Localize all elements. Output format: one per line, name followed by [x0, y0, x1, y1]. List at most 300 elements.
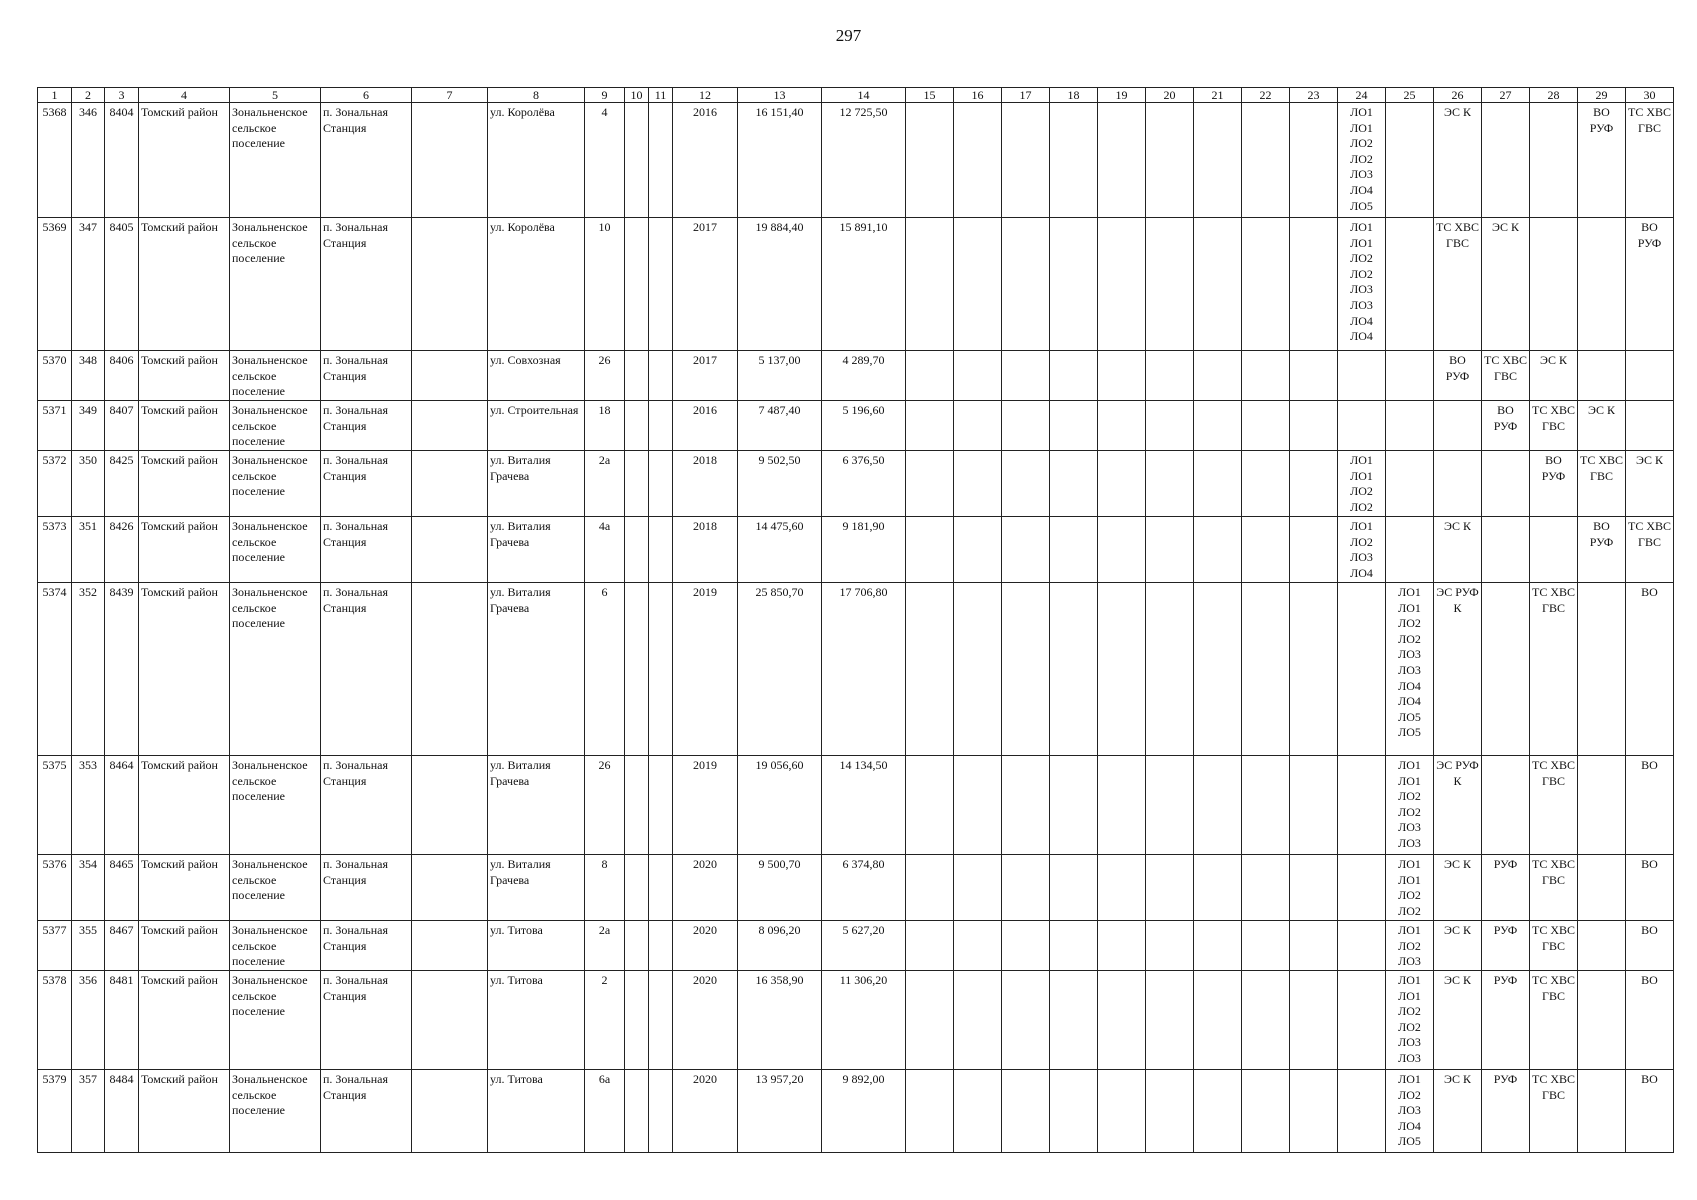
column-header-22: 22: [1242, 88, 1290, 103]
column-header-24: 24: [1338, 88, 1386, 103]
column-header-19: 19: [1098, 88, 1146, 103]
cell-col-29: [1578, 583, 1626, 756]
cell-col-21: [1194, 517, 1242, 583]
cell-col-1: 5374: [38, 583, 72, 756]
table-row: [38, 218, 1674, 351]
cell-col-4: Томский район: [139, 218, 230, 351]
column-header-17: 17: [1002, 88, 1050, 103]
cell-col-12: 2019: [673, 756, 738, 855]
cell-col-13: 16 151,40: [738, 103, 822, 218]
cell-col-14: 17 706,80: [822, 583, 906, 756]
cell-col-30: ВО: [1626, 756, 1674, 855]
page-number: 297: [835, 26, 862, 45]
cell-col-1: 5372: [38, 451, 72, 517]
cell-col-26: ЭС К: [1434, 971, 1482, 1070]
cell-col-27: РУФ: [1482, 855, 1530, 921]
cell-col-9: 2а: [585, 921, 625, 971]
cell-col-29: ТС ХВС ГВС: [1578, 451, 1626, 517]
cell-col-28: [1530, 218, 1578, 351]
cell-col-3: 8406: [105, 351, 139, 401]
column-header-14: 14: [822, 88, 906, 103]
cell-col-29: ВО РУФ: [1578, 517, 1626, 583]
table-row: [38, 756, 1674, 855]
cell-col-19: [1098, 351, 1146, 401]
table-row: [38, 103, 1674, 218]
column-header-10: 10: [625, 88, 649, 103]
cell-col-14: 5 627,20: [822, 921, 906, 971]
cell-col-1: 5375: [38, 756, 72, 855]
table-row: [38, 351, 1674, 401]
cell-col-7: [412, 756, 488, 855]
cell-col-15: [906, 971, 954, 1070]
cell-col-19: [1098, 401, 1146, 451]
cell-col-3: 8467: [105, 921, 139, 971]
cell-col-2: 354: [72, 855, 105, 921]
cell-col-28: ТС ХВС ГВС: [1530, 583, 1578, 756]
cell-col-19: [1098, 1070, 1146, 1153]
cell-col-14: 15 891,10: [822, 218, 906, 351]
cell-col-19: [1098, 756, 1146, 855]
cell-col-25: ЛО1 ЛО1 ЛО2 ЛО2 ЛО3 ЛО3 ЛО4 ЛО4 ЛО5 ЛО5: [1386, 583, 1434, 756]
cell-col-18: [1050, 401, 1098, 451]
cell-col-26: ЭС РУФ К: [1434, 583, 1482, 756]
cell-col-3: 8404: [105, 103, 139, 218]
table-row: [38, 451, 1674, 517]
cell-col-26: ЭС К: [1434, 103, 1482, 218]
table-row: [38, 1070, 1674, 1153]
cell-col-4: Томский район: [139, 451, 230, 517]
cell-col-26: [1434, 401, 1482, 451]
cell-col-24: [1338, 855, 1386, 921]
cell-col-13: 7 487,40: [738, 401, 822, 451]
cell-col-19: [1098, 921, 1146, 971]
cell-col-7: [412, 517, 488, 583]
cell-col-24: ЛО1 ЛО1 ЛО2 ЛО2 ЛО3 ЛО3 ЛО4 ЛО4: [1338, 218, 1386, 351]
cell-col-25: [1386, 218, 1434, 351]
cell-col-22: [1242, 971, 1290, 1070]
cell-col-28: ТС ХВС ГВС: [1530, 401, 1578, 451]
cell-col-8: ул. Виталия Грачева: [488, 451, 585, 517]
cell-col-11: [649, 583, 673, 756]
cell-col-18: [1050, 517, 1098, 583]
column-header-30: 30: [1626, 88, 1674, 103]
cell-col-27: ВО РУФ: [1482, 401, 1530, 451]
cell-col-2: 346: [72, 103, 105, 218]
cell-col-29: ВО РУФ: [1578, 103, 1626, 218]
cell-col-10: [625, 855, 649, 921]
cell-col-25: ЛО1 ЛО1 ЛО2 ЛО2 ЛО3 ЛО3: [1386, 756, 1434, 855]
cell-col-25: [1386, 351, 1434, 401]
cell-col-5: Зональненское сельское поселение: [230, 855, 321, 921]
cell-col-12: 2020: [673, 1070, 738, 1153]
cell-col-12: 2016: [673, 401, 738, 451]
cell-col-26: ЭС К: [1434, 517, 1482, 583]
cell-col-2: 356: [72, 971, 105, 1070]
cell-col-28: ТС ХВС ГВС: [1530, 1070, 1578, 1153]
cell-col-9: 18: [585, 401, 625, 451]
cell-col-17: [1002, 103, 1050, 218]
cell-col-28: [1530, 103, 1578, 218]
cell-col-23: [1290, 351, 1338, 401]
cell-col-19: [1098, 218, 1146, 351]
cell-col-15: [906, 401, 954, 451]
cell-col-30: ЭС К: [1626, 451, 1674, 517]
cell-col-5: Зональненское сельское поселение: [230, 756, 321, 855]
cell-col-12: 2019: [673, 583, 738, 756]
cell-col-6: п. Зональная Станция: [321, 517, 412, 583]
cell-col-11: [649, 103, 673, 218]
cell-col-2: 348: [72, 351, 105, 401]
cell-col-10: [625, 517, 649, 583]
cell-col-14: 12 725,50: [822, 103, 906, 218]
cell-col-20: [1146, 1070, 1194, 1153]
cell-col-22: [1242, 218, 1290, 351]
cell-col-1: 5379: [38, 1070, 72, 1153]
column-header-26: 26: [1434, 88, 1482, 103]
cell-col-11: [649, 921, 673, 971]
cell-col-13: 13 957,20: [738, 1070, 822, 1153]
cell-col-7: [412, 351, 488, 401]
column-header-15: 15: [906, 88, 954, 103]
cell-col-9: 10: [585, 218, 625, 351]
cell-col-28: ТС ХВС ГВС: [1530, 756, 1578, 855]
cell-col-9: 6а: [585, 1070, 625, 1153]
cell-col-3: 8465: [105, 855, 139, 921]
cell-col-15: [906, 921, 954, 971]
cell-col-23: [1290, 756, 1338, 855]
cell-col-11: [649, 517, 673, 583]
cell-col-7: [412, 1070, 488, 1153]
cell-col-7: [412, 218, 488, 351]
cell-col-3: 8484: [105, 1070, 139, 1153]
cell-col-29: [1578, 921, 1626, 971]
cell-col-8: ул. Виталия Грачева: [488, 756, 585, 855]
cell-col-23: [1290, 1070, 1338, 1153]
cell-col-28: ТС ХВС ГВС: [1530, 921, 1578, 971]
cell-col-1: 5371: [38, 401, 72, 451]
cell-col-17: [1002, 971, 1050, 1070]
cell-col-11: [649, 756, 673, 855]
cell-col-21: [1194, 855, 1242, 921]
cell-col-24: ЛО1 ЛО1 ЛО2 ЛО2 ЛО3 ЛО4 ЛО5: [1338, 103, 1386, 218]
cell-col-20: [1146, 921, 1194, 971]
cell-col-3: 8425: [105, 451, 139, 517]
cell-col-1: 5369: [38, 218, 72, 351]
cell-col-6: п. Зональная Станция: [321, 103, 412, 218]
cell-col-14: 4 289,70: [822, 351, 906, 401]
cell-col-5: Зональненское сельское поселение: [230, 103, 321, 218]
cell-col-19: [1098, 451, 1146, 517]
cell-col-8: ул. Королёва: [488, 103, 585, 218]
cell-col-9: 26: [585, 756, 625, 855]
cell-col-14: 9 181,90: [822, 517, 906, 583]
cell-col-17: [1002, 451, 1050, 517]
cell-col-22: [1242, 103, 1290, 218]
cell-col-25: [1386, 103, 1434, 218]
cell-col-19: [1098, 517, 1146, 583]
cell-col-6: п. Зональная Станция: [321, 451, 412, 517]
cell-col-15: [906, 756, 954, 855]
cell-col-16: [954, 756, 1002, 855]
cell-col-9: 4: [585, 103, 625, 218]
cell-col-23: [1290, 451, 1338, 517]
cell-col-5: Зональненское сельское поселение: [230, 1070, 321, 1153]
cell-col-6: п. Зональная Станция: [321, 401, 412, 451]
cell-col-5: Зональненское сельское поселение: [230, 517, 321, 583]
cell-col-10: [625, 401, 649, 451]
cell-col-10: [625, 756, 649, 855]
cell-col-9: 6: [585, 583, 625, 756]
cell-col-23: [1290, 517, 1338, 583]
cell-col-24: [1338, 583, 1386, 756]
cell-col-15: [906, 855, 954, 921]
cell-col-18: [1050, 351, 1098, 401]
cell-col-30: [1626, 351, 1674, 401]
cell-col-29: [1578, 351, 1626, 401]
cell-col-22: [1242, 401, 1290, 451]
cell-col-12: 2018: [673, 451, 738, 517]
cell-col-11: [649, 855, 673, 921]
table-row: [38, 583, 1674, 756]
column-header-20: 20: [1146, 88, 1194, 103]
cell-col-15: [906, 351, 954, 401]
cell-col-6: п. Зональная Станция: [321, 351, 412, 401]
cell-col-2: 353: [72, 756, 105, 855]
cell-col-8: ул. Совхозная: [488, 351, 585, 401]
cell-col-5: Зональненское сельское поселение: [230, 583, 321, 756]
cell-col-16: [954, 103, 1002, 218]
cell-col-22: [1242, 583, 1290, 756]
cell-col-21: [1194, 1070, 1242, 1153]
cell-col-4: Томский район: [139, 517, 230, 583]
cell-col-26: ЭС К: [1434, 921, 1482, 971]
table-row: [38, 401, 1674, 451]
cell-col-8: ул. Строительная: [488, 401, 585, 451]
column-header-4: 4: [139, 88, 230, 103]
cell-col-13: 9 502,50: [738, 451, 822, 517]
cell-col-24: [1338, 971, 1386, 1070]
cell-col-13: 8 096,20: [738, 921, 822, 971]
cell-col-7: [412, 401, 488, 451]
cell-col-26: ЭС К: [1434, 1070, 1482, 1153]
cell-col-7: [412, 921, 488, 971]
cell-col-18: [1050, 921, 1098, 971]
cell-col-29: [1578, 1070, 1626, 1153]
column-header-16: 16: [954, 88, 1002, 103]
cell-col-3: 8481: [105, 971, 139, 1070]
cell-col-20: [1146, 855, 1194, 921]
cell-col-6: п. Зональная Станция: [321, 1070, 412, 1153]
cell-col-5: Зональненское сельское поселение: [230, 451, 321, 517]
cell-col-9: 2: [585, 971, 625, 1070]
cell-col-1: 5377: [38, 921, 72, 971]
cell-col-8: ул. Титова: [488, 971, 585, 1070]
cell-col-16: [954, 517, 1002, 583]
cell-col-24: ЛО1 ЛО1 ЛО2 ЛО2: [1338, 451, 1386, 517]
cell-col-10: [625, 1070, 649, 1153]
cell-col-3: 8426: [105, 517, 139, 583]
cell-col-19: [1098, 971, 1146, 1070]
cell-col-29: ЭС К: [1578, 401, 1626, 451]
cell-col-23: [1290, 971, 1338, 1070]
cell-col-30: ВО: [1626, 971, 1674, 1070]
cell-col-4: Томский район: [139, 401, 230, 451]
column-header-2: 2: [72, 88, 105, 103]
cell-col-10: [625, 218, 649, 351]
cell-col-20: [1146, 756, 1194, 855]
cell-col-9: 26: [585, 351, 625, 401]
cell-col-9: 8: [585, 855, 625, 921]
cell-col-9: 2а: [585, 451, 625, 517]
column-header-7: 7: [412, 88, 488, 103]
cell-col-1: 5378: [38, 971, 72, 1070]
cell-col-11: [649, 218, 673, 351]
cell-col-4: Томский район: [139, 921, 230, 971]
cell-col-13: 19 884,40: [738, 218, 822, 351]
cell-col-13: 16 358,90: [738, 971, 822, 1070]
cell-col-4: Томский район: [139, 103, 230, 218]
column-header-3: 3: [105, 88, 139, 103]
cell-col-21: [1194, 756, 1242, 855]
cell-col-18: [1050, 451, 1098, 517]
cell-col-27: [1482, 583, 1530, 756]
cell-col-22: [1242, 517, 1290, 583]
cell-col-30: ВО: [1626, 921, 1674, 971]
cell-col-12: 2020: [673, 921, 738, 971]
cell-col-13: 19 056,60: [738, 756, 822, 855]
column-header-25: 25: [1386, 88, 1434, 103]
cell-col-12: 2017: [673, 218, 738, 351]
cell-col-14: 5 196,60: [822, 401, 906, 451]
cell-col-25: [1386, 401, 1434, 451]
cell-col-5: Зональненское сельское поселение: [230, 401, 321, 451]
cell-col-6: п. Зональная Станция: [321, 921, 412, 971]
cell-col-7: [412, 855, 488, 921]
cell-col-10: [625, 103, 649, 218]
column-header-18: 18: [1050, 88, 1098, 103]
cell-col-27: ТС ХВС ГВС: [1482, 351, 1530, 401]
table-row: [38, 921, 1674, 971]
cell-col-22: [1242, 921, 1290, 971]
cell-col-10: [625, 583, 649, 756]
cell-col-30: ВО: [1626, 1070, 1674, 1153]
column-header-11: 11: [649, 88, 673, 103]
cell-col-28: ЭС К: [1530, 351, 1578, 401]
cell-col-18: [1050, 1070, 1098, 1153]
cell-col-15: [906, 103, 954, 218]
cell-col-24: [1338, 756, 1386, 855]
cell-col-23: [1290, 103, 1338, 218]
cell-col-16: [954, 971, 1002, 1070]
cell-col-21: [1194, 971, 1242, 1070]
cell-col-20: [1146, 451, 1194, 517]
column-header-28: 28: [1530, 88, 1578, 103]
cell-col-5: Зональненское сельское поселение: [230, 218, 321, 351]
cell-col-2: 352: [72, 583, 105, 756]
housing-register-table: [37, 87, 1674, 1153]
cell-col-2: 357: [72, 1070, 105, 1153]
cell-col-15: [906, 517, 954, 583]
cell-col-4: Томский район: [139, 971, 230, 1070]
column-header-29: 29: [1578, 88, 1626, 103]
cell-col-14: 6 374,80: [822, 855, 906, 921]
cell-col-27: ЭС К: [1482, 218, 1530, 351]
cell-col-11: [649, 451, 673, 517]
cell-col-25: ЛО1 ЛО1 ЛО2 ЛО2: [1386, 855, 1434, 921]
cell-col-22: [1242, 756, 1290, 855]
cell-col-15: [906, 218, 954, 351]
cell-col-3: 8464: [105, 756, 139, 855]
cell-col-6: п. Зональная Станция: [321, 971, 412, 1070]
cell-col-18: [1050, 103, 1098, 218]
cell-col-11: [649, 1070, 673, 1153]
cell-col-30: ТС ХВС ГВС: [1626, 517, 1674, 583]
cell-col-18: [1050, 756, 1098, 855]
cell-col-25: ЛО1 ЛО2 ЛО3 ЛО4 ЛО5: [1386, 1070, 1434, 1153]
cell-col-27: [1482, 756, 1530, 855]
cell-col-19: [1098, 583, 1146, 756]
cell-col-14: 14 134,50: [822, 756, 906, 855]
cell-col-1: 5376: [38, 855, 72, 921]
cell-col-6: п. Зональная Станция: [321, 218, 412, 351]
column-header-6: 6: [321, 88, 412, 103]
cell-col-8: ул. Титова: [488, 921, 585, 971]
cell-col-27: РУФ: [1482, 921, 1530, 971]
cell-col-26: ВО РУФ: [1434, 351, 1482, 401]
column-header-13: 13: [738, 88, 822, 103]
cell-col-6: п. Зональная Станция: [321, 583, 412, 756]
cell-col-12: 2020: [673, 971, 738, 1070]
cell-col-21: [1194, 401, 1242, 451]
cell-col-21: [1194, 921, 1242, 971]
cell-col-1: 5368: [38, 103, 72, 218]
cell-col-21: [1194, 583, 1242, 756]
cell-col-7: [412, 451, 488, 517]
cell-col-13: 25 850,70: [738, 583, 822, 756]
cell-col-24: [1338, 401, 1386, 451]
cell-col-9: 4а: [585, 517, 625, 583]
cell-col-14: 11 306,20: [822, 971, 906, 1070]
cell-col-2: 351: [72, 517, 105, 583]
cell-col-2: 347: [72, 218, 105, 351]
cell-col-6: п. Зональная Станция: [321, 855, 412, 921]
cell-col-5: Зональненское сельское поселение: [230, 921, 321, 971]
cell-col-3: 8405: [105, 218, 139, 351]
cell-col-4: Томский район: [139, 583, 230, 756]
cell-col-20: [1146, 401, 1194, 451]
cell-col-18: [1050, 218, 1098, 351]
cell-col-1: 5370: [38, 351, 72, 401]
cell-col-11: [649, 971, 673, 1070]
cell-col-17: [1002, 921, 1050, 971]
cell-col-21: [1194, 103, 1242, 218]
cell-col-7: [412, 583, 488, 756]
cell-col-29: [1578, 218, 1626, 351]
cell-col-16: [954, 921, 1002, 971]
cell-col-3: 8407: [105, 401, 139, 451]
table-row: [38, 971, 1674, 1070]
cell-col-11: [649, 351, 673, 401]
cell-col-8: ул. Виталия Грачева: [488, 583, 585, 756]
cell-col-16: [954, 401, 1002, 451]
cell-col-18: [1050, 971, 1098, 1070]
cell-col-12: 2017: [673, 351, 738, 401]
cell-col-20: [1146, 971, 1194, 1070]
column-header-9: 9: [585, 88, 625, 103]
cell-col-14: 9 892,00: [822, 1070, 906, 1153]
cell-col-6: п. Зональная Станция: [321, 756, 412, 855]
cell-col-26: [1434, 451, 1482, 517]
